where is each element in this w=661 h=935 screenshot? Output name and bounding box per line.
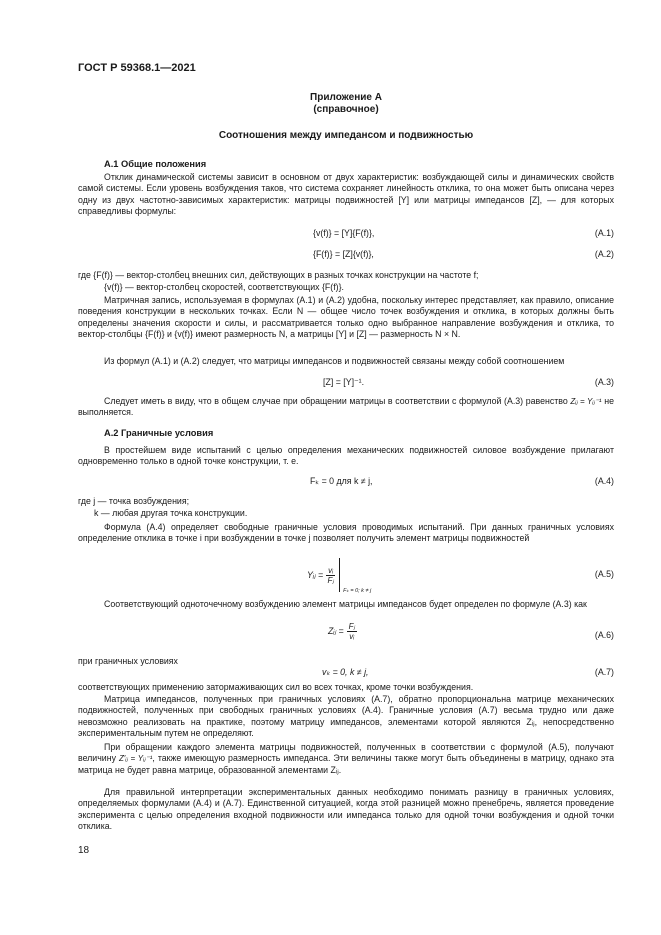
inline-formula: Z′ᵢⱼ = Yᵢⱼ⁻¹ <box>118 754 153 764</box>
text: получают величину <box>78 742 614 764</box>
where-line: где {F(f)} — вектор-столбец внешних сил, действующих в разных точках конструкции на частоте f; <box>78 270 479 280</box>
denominator: Fⱼ <box>327 575 334 585</box>
boundary-condition: Fₖ = 0; k ≠ j <box>343 588 372 594</box>
formula-a6 <box>328 622 357 641</box>
formula-a7: vₖ = 0, k ≠ j, <box>322 667 369 677</box>
fraction <box>326 566 335 585</box>
denominator: vᵢ <box>349 632 355 641</box>
paragraph: Для правильной интерпретации экспериментальных данных необходимо понимать разницу в граничных условиях, определяемых формулами (А.4) и (А.7). Единственной ситуацией, когда этой разницей можно пренебречь, является проведение эксперимента с целью определения входной подвижности или импеданса только для одной точки возбуждения и одной точки отклика. <box>78 787 614 831</box>
inline-formula: Zᵢⱼ = Yᵢⱼ⁻¹ <box>570 397 602 406</box>
text-line: при граничных условиях <box>78 656 178 666</box>
formula-a5 <box>307 558 372 594</box>
appendix-title: Приложение А <box>310 92 382 103</box>
formula-number: (А.3) <box>594 377 614 387</box>
numerator: vᵢ <box>328 565 334 575</box>
text: Следует иметь в виду, что в общем случае при обращении матрицы в соответствии с формулой (А.3) равенство <box>104 396 568 406</box>
paragraph: В простейшем виде испытаний с целью определения механических подвижностей силовое возбуждение прилагают одновременно только в одной точке конструкции, т. е. <box>78 445 614 467</box>
paragraph <box>78 396 614 419</box>
formula-number: (А.6) <box>594 630 614 640</box>
paragraph: Матричная запись, используемая в формулах (А.1) и (А.2) удобна, поскольку интерес представляет, как правило, описание поведения конструкции в нескольких точках. Если N — общее число точек возбуждения и отклика, в которых должны быть определены значения скорости и силы, и рассматривается только одно выбранное направление возбуждения и отклика, то вектор-столбцы {F(f)} и {v(f)} имеют размерность N, а матрицы [Y] и [Z] — размерность N × N. <box>78 295 614 339</box>
paragraph: Соответствующий одноточечному возбуждению элемент матрицы импедансов будет определен по формуле (А.3) как <box>104 599 587 609</box>
appendix-subtitle: (справочное) <box>313 104 379 115</box>
paragraph <box>78 742 614 776</box>
formula-a3: [Z] = [Y]⁻¹. <box>323 377 365 387</box>
formula-a1: {v(f)} = [Y]{F(f)}, <box>313 228 375 238</box>
section-a1-heading: А.1 Общие положения <box>104 159 207 169</box>
paragraph: Отклик динамической системы зависит в основном от двух характеристик: возбуждающей силы и динамических свойств самой системы. Если уровень возбуждения таков, что система сохраняет линейность отклика, то она может быть описана через одну из двух частотно-зависимых характеристик: матрицы подвижностей [Y] или матрицы импедансов [Z], — для которых справедливы формулы: <box>78 172 614 216</box>
formula-a4: Fₖ = 0 для k ≠ j, <box>310 476 373 486</box>
paragraph: Матрица импедансов, полученных при граничных условиях (А.7), обратно пропорциональна матрице механических подвижностей, полученных при свободных граничных условиях (А.4). Граничные условия (А.7) весьма трудно или даже невозможно реализовать на практике, поэтому матрицу импедансов, элементами которой являются Zᵢⱼ, непосредственно экспериментальным путем не определяют. <box>78 694 614 738</box>
formula-lhs: Yᵢⱼ = <box>307 569 324 580</box>
standard-code: ГОСТ Р 59368.1—2021 <box>78 62 196 74</box>
text: не выполняется. <box>78 396 614 418</box>
formula-number: (А.1) <box>594 228 614 238</box>
text: При обращении каждого элемента матрицы подвижностей, полученных в соответствии с формулой (А.5), <box>104 742 570 752</box>
page-number: 18 <box>78 845 90 856</box>
where-line: где j — точка возбуждения; <box>78 496 190 506</box>
numerator: Fⱼ <box>348 622 355 631</box>
fraction <box>347 622 357 641</box>
evaluation-bar <box>339 558 372 594</box>
formula-number: (А.4) <box>594 476 614 486</box>
section-a2-heading: А.2 Граничные условия <box>104 428 214 438</box>
text-line: соответствующих применению затормаживающих сил во всех точках, кроме точки возбуждения. <box>78 682 474 692</box>
formula-number: (А.5) <box>594 569 614 579</box>
formula-a2: {F(f)} = [Z]{v(f)}, <box>313 249 374 259</box>
paragraph: Из формул (А.1) и (А.2) следует, что матрицы импедансов и подвижностей связаны между собой соотношением <box>104 356 565 366</box>
appendix-heading: Соотношения между импедансом и подвижностью <box>218 130 474 141</box>
where-line: {v(f)} — вектор-столбец скоростей, соответствующих {F(f)}. <box>104 282 344 292</box>
text: , также имеющую размерность импеданса. Эти величины также могут быть объединены в матрицу, однако эта матрица не будет равна матрице, образованной элементами Zᵢⱼ. <box>78 753 614 775</box>
where-line: k — любая другая точка конструкции. <box>94 508 248 518</box>
formula-lhs: Zᵢⱼ = <box>328 626 344 636</box>
formula-number: (А.2) <box>594 249 614 259</box>
formula-number: (А.7) <box>594 667 614 677</box>
paragraph: Формула (А.4) определяет свободные граничные условия проводимых испытаний. При данных граничных условиях определение отклика в точке i при возбуждении в точке j позволяет получить элемент матрицы подвижностей <box>78 522 614 544</box>
